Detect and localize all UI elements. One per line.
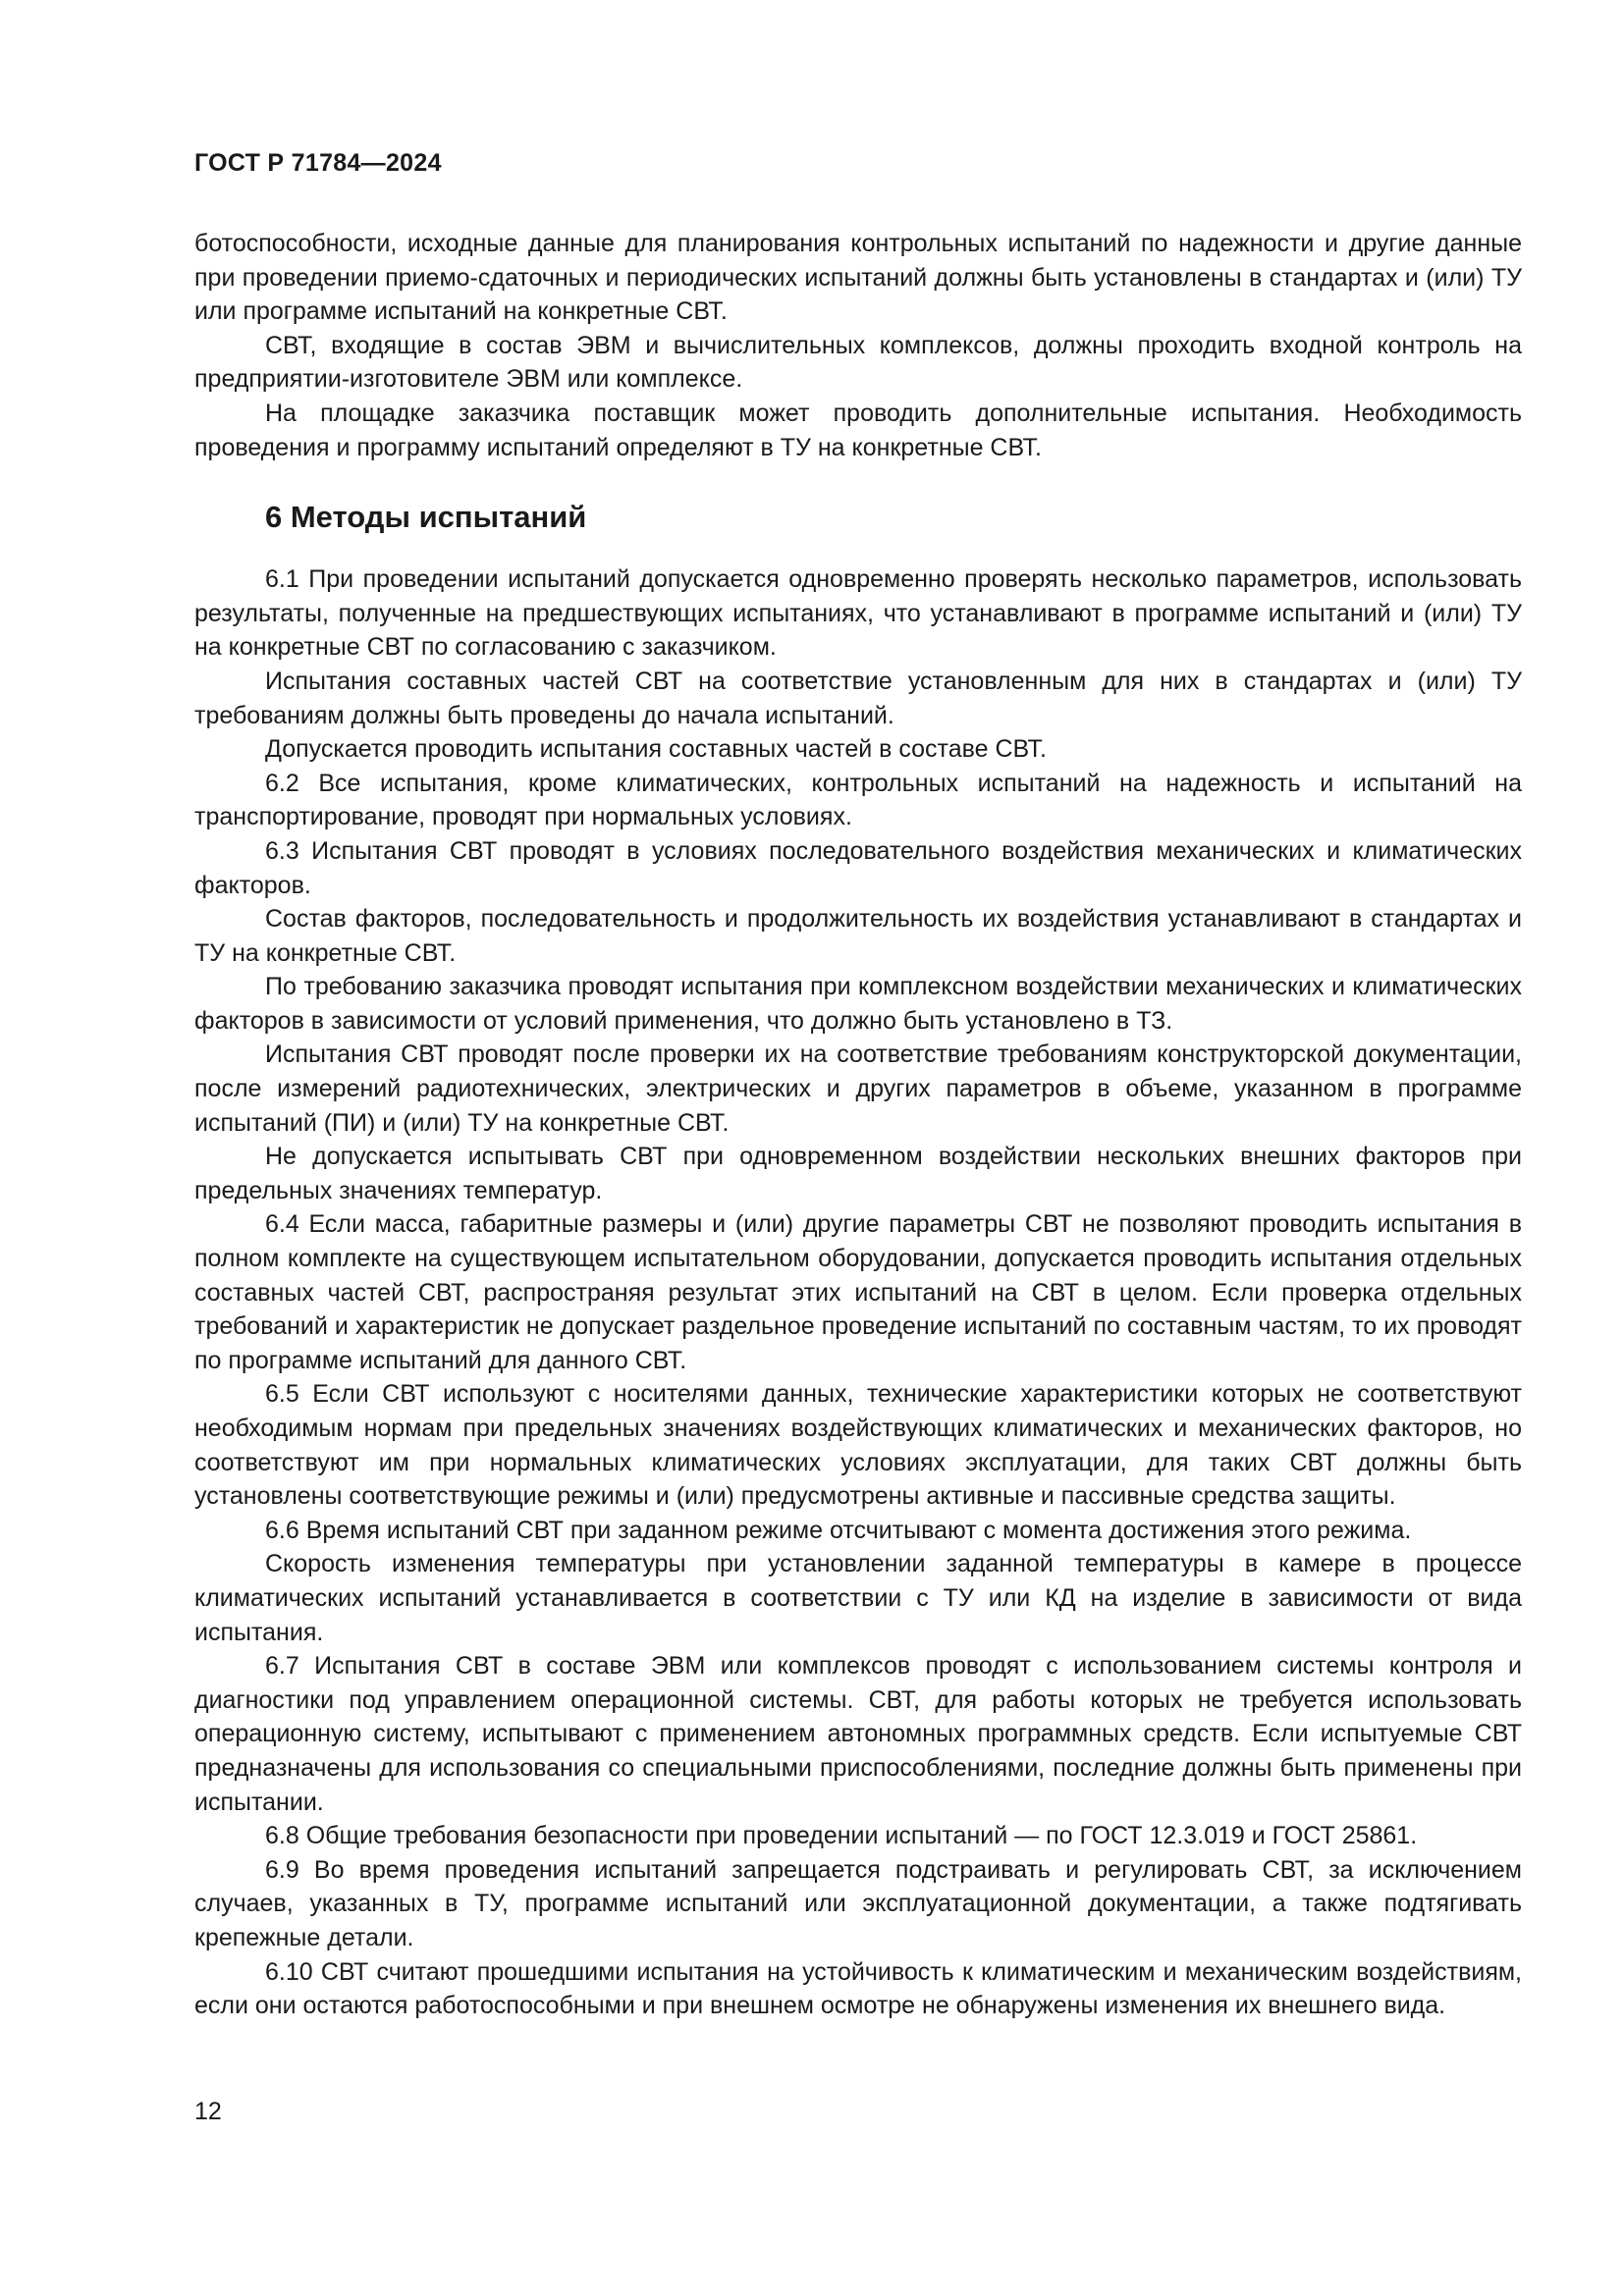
paragraph-6-10: 6.10 СВТ считают прошедшими испытания на устойчивость к климатическим и механическим воздействиям, если они остаются работоспособными и при внешнем осмотре не обнаружены изменения их внешнего вида.	[194, 1957, 1522, 2020]
paragraph: Не допускается испытывать СВТ при одновременном воздействии нескольких внешних факторов при предельных значениях температур.	[194, 1143, 1522, 1204]
paragraph: На площадке заказчика поставщик может проводить дополнительные испытания. Необходимость проведения и программу испытаний определяют в ТУ на конкретные СВТ.	[194, 399, 1522, 461]
paragraph: Допускается проводить испытания составных частей в составе СВТ.	[265, 735, 1047, 764]
paragraph-6-4: 6.4 Если масса, габаритные размеры и (или) другие параметры СВТ не позволяют проводить испытания в полном комплекте на существующем испытательном оборудовании, допускается проводить испытания отдельных составных частей СВТ, распространяя результат этих испытаний на СВТ в целом. Если проверка отдельных требований и характеристик не допускает раздельное проведение испытаний по составным частям, то их проводят по программе испытаний для данного СВТ.	[194, 1210, 1522, 1374]
paragraph-6-7: 6.7 Испытания СВТ в составе ЭВМ или комплексов проводят с использованием системы контроля и диагностики под управлением операционной системы. СВТ, для работы которых не требуется использовать операционную систему, испытывают с применением автономных программных средств. Если испытуемые СВТ предназначены для использования со специальными приспособлениями, последние должны быть применены при испытании.	[194, 1652, 1522, 1816]
paragraph-6-2: 6.2 Все испытания, кроме климатических, контрольных испытаний на надежность и испытаний на транспортирование, проводят при нормальных условиях.	[194, 769, 1522, 831]
paragraph: Состав факторов, последовательность и продолжительность их воздействия устанавливают в стандартах и ТУ на конкретные СВТ.	[194, 905, 1522, 967]
paragraph: ботоспособности, исходные данные для планирования контрольных испытаний по надежности и другие данные при проведении приемо-сдаточных и периодических испытаний должны быть установлены в стандартах и (или) ТУ или программе испытаний на конкретные СВТ.	[194, 230, 1522, 326]
paragraph-6-6: 6.6 Время испытаний СВТ при заданном режиме отсчитывают с момента достижения этого режима.	[265, 1516, 1412, 1544]
paragraph: Испытания составных частей СВТ на соответствие установленным для них в стандартах и (или) ТУ требованиям должны быть проведены до начала испытаний.	[194, 667, 1522, 729]
document-header: ГОСТ Р 71784—2024	[194, 149, 442, 177]
paragraph-6-5: 6.5 Если СВТ используют с носителями данных, технические характеристики которых не соответствуют необходимым нормам при предельных значениях воздействующих климатических и механических факторов, но соответствуют им при нормальных климатических условиях эксплуатации, для таких СВТ должны быть установлены соответствующие режимы и (или) предусмотрены активные и пассивные средства защиты.	[194, 1380, 1522, 1511]
page-number: 12	[194, 2098, 222, 2125]
paragraph-6-1: 6.1 При проведении испытаний допускается одновременно проверять несколько параметров, использовать результаты, полученные на предшествующих испытаниях, что устанавливают в программе испытаний и (или) ТУ на конкретные СВТ по согласованию с заказчиком.	[194, 565, 1522, 662]
paragraph: СВТ, входящие в состав ЭВМ и вычислительных комплексов, должны проходить входной контроль на предприятии-изготовителе ЭВМ или комплексе.	[194, 331, 1522, 394]
paragraph: По требованию заказчика проводят испытания при комплексном воздействии механических и климатических факторов в зависимости от условий применения, что должно быть установлено в ТЗ.	[194, 973, 1522, 1035]
section-heading: 6 Методы испытаний	[265, 500, 587, 535]
paragraph-6-3: 6.3 Испытания СВТ проводят в условиях последовательного воздействия механических и климатических факторов.	[194, 836, 1522, 899]
paragraph: Скорость изменения температуры при установлении заданной температуры в камере в процессе климатических испытаний устанавливается в соответствии с ТУ или КД на изделие в зависимости от вида испытания.	[194, 1550, 1522, 1646]
paragraph: Испытания СВТ проводят после проверки их на соответствие требованиям конструкторской документации, после измерений радиотехнических, электрических и других параметров в объеме, указанном в программе испытаний (ПИ) и (или) ТУ на конкретные СВТ.	[194, 1041, 1522, 1137]
paragraph-6-9: 6.9 Во время проведения испытаний запрещается подстраивать и регулировать СВТ, за исключением случаев, указанных в ТУ, программе испытаний или эксплуатационной документации, а также подтягивать крепежные детали.	[194, 1855, 1522, 1951]
page-body	[194, 227, 1522, 2023]
paragraph-6-8: 6.8 Общие требования безопасности при проведении испытаний — по ГОСТ 12.3.019 и ГОСТ 25861.	[265, 1822, 1418, 1850]
